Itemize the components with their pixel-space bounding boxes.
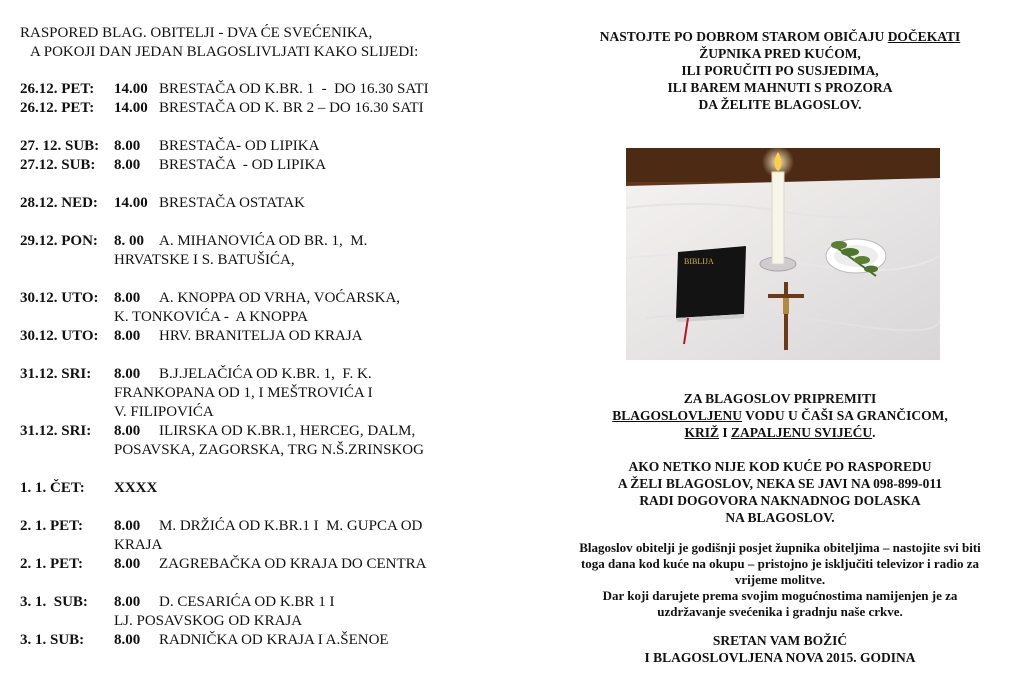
schedule-list	[20, 80, 520, 650]
prep-line: I	[718, 425, 731, 440]
schedule-date: 28.12. NED:	[20, 195, 98, 211]
schedule-date: 2. 1. PET:	[20, 556, 84, 572]
welcome-line: ŽUPNIKA PRED KUĆOM,	[699, 46, 861, 61]
schedule-streets-continued: V. FILIPOVIĆA	[114, 404, 214, 420]
schedule-streets-continued: K. TONKOVIĆA - A KNOPPA	[114, 309, 308, 325]
welcome-line: NASTOJTE PO DOBROM STAROM OBIČAJU	[599, 29, 888, 44]
intro-line: RASPORED BLAG. OBITELJI - DVA ĆE SVEĆENIKA,	[20, 25, 373, 41]
schedule-streets-continued: LJ. POSAVSKOG OD KRAJA	[114, 613, 303, 629]
schedule-streets: B.J.JELAČIĆA OD K.BR. 1, F. K.	[159, 366, 372, 382]
schedule-time: 8.00	[114, 366, 141, 382]
schedule-row	[20, 156, 520, 175]
schedule-time: 14.00	[114, 100, 148, 116]
schedule-intro	[20, 24, 520, 62]
schedule-date: 29.12. PON:	[20, 233, 98, 249]
schedule-streets: HRV. BRANITELJA OD KRAJA	[159, 328, 363, 344]
info-line: uzdržavanje svećenika i gradnju naše crkve.	[657, 604, 903, 619]
schedule-streets: BRESTAČA OSTATAK	[159, 195, 306, 211]
welcome-note	[560, 28, 1000, 113]
info-line: Dar koji darujete prema svojim mogućnostima namijenjen je za	[602, 588, 958, 603]
schedule-row	[20, 99, 520, 118]
schedule-row	[20, 194, 520, 213]
schedule-streets: D. CESARIĆA OD K.BR 1 I	[159, 594, 335, 610]
schedule-date: 3. 1. SUB:	[20, 594, 88, 610]
greeting-line: I BLAGOSLOVLJENA NOVA 2015. GODINA	[644, 650, 916, 665]
welcome-line: ILI PORUČITI PO SUSJEDIMA,	[681, 63, 879, 78]
info-line: vrijeme molitve.	[734, 572, 826, 587]
welcome-line: DA ŽELITE BLAGOSLOV.	[698, 97, 862, 112]
absent-line: A ŽELI BLAGOSLOV, NEKA SE JAVI NA 098-899-011	[617, 476, 943, 491]
schedule-streets	[159, 479, 520, 498]
schedule-row	[20, 517, 520, 536]
schedule-time: 8.00	[114, 556, 141, 572]
welcome-underlined: DOČEKATI	[887, 29, 961, 44]
schedule-streets-continued: POSAVSKA, ZAGORSKA, TRG N.Š.ZRINSKOG	[114, 442, 424, 458]
schedule-date: 27.12. SUB:	[20, 157, 96, 173]
schedule-streets: M. DRŽIĆA OD K.BR.1 I M. GUPCA OD	[159, 518, 423, 534]
schedule-row	[20, 365, 520, 384]
schedule-row	[20, 137, 520, 156]
schedule-time: 8.00	[114, 423, 141, 439]
prep-underlined: BLAGOSLOVLJENU	[612, 408, 743, 423]
schedule-streets: ZAGREBAČKA OD KRAJA DO CENTRA	[159, 556, 427, 572]
schedule-row	[20, 327, 520, 346]
schedule-row	[20, 289, 520, 308]
instructions	[560, 390, 1000, 666]
schedule-streets: RADNIČKA OD KRAJA I A.ŠENOE	[159, 632, 389, 648]
schedule-row	[20, 593, 520, 612]
schedule-streets-continued: FRANKOPANA OD 1, I MEŠTROVIĆA I	[114, 385, 373, 401]
schedule-date: 2. 1. PET:	[20, 518, 84, 534]
schedule-date: 31.12. SRI:	[20, 366, 92, 382]
schedule-streets: BRESTAČA OD K.BR. 1 - DO 16.30 SATI	[159, 81, 429, 97]
info-line: toga dana kod kuće na okupu – pristojno je isključiti televizor i radio za	[580, 556, 980, 571]
schedule-date: 30.12. UTO:	[20, 328, 99, 344]
blessing-table-photo	[626, 148, 940, 360]
schedule-time: 8.00	[114, 138, 141, 154]
schedule-row	[20, 479, 520, 498]
absent-line: RADI DOGOVORA NAKNADNOG DOLASKA	[639, 493, 921, 508]
schedule-column	[20, 24, 520, 650]
absent-line: AKO NETKO NIJE KOD KUĆE PO RASPOREDU	[628, 459, 932, 474]
prep-line: VODU U ČAŠI SA GRANČICOM,	[742, 408, 948, 423]
schedule-row	[20, 80, 520, 99]
schedule-time: XXXX	[114, 480, 158, 496]
schedule-date: 3. 1. SUB:	[20, 632, 85, 648]
prep-underlined: KRIŽ	[684, 425, 719, 440]
schedule-date: 31.12. SRI:	[20, 423, 92, 439]
absent-line: NA BLAGOSLOV.	[725, 510, 835, 525]
schedule-date: 1. 1. ČET:	[20, 480, 85, 496]
schedule-row	[20, 232, 520, 251]
info-line: Blagoslov obitelji je godišnji posjet župnika obiteljima – nastojite svi biti	[579, 540, 981, 555]
schedule-time: 14.00	[114, 81, 148, 97]
schedule-streets-continued: KRAJA	[114, 537, 163, 553]
schedule-row	[20, 422, 520, 441]
schedule-date: 30.12. UTO:	[20, 290, 99, 306]
schedule-time: 8.00	[114, 328, 141, 344]
schedule-time: 8. 00	[114, 233, 144, 249]
prep-line: .	[872, 425, 876, 440]
welcome-line: ILI BAREM MAHNUTI S PROZORA	[667, 80, 893, 95]
schedule-date: 26.12. PET:	[20, 81, 95, 97]
prep-line: ZA BLAGOSLOV PRIPREMITI	[683, 391, 877, 406]
schedule-time: 8.00	[114, 290, 141, 306]
schedule-row	[20, 631, 520, 650]
schedule-time: 8.00	[114, 594, 141, 610]
schedule-time: 8.00	[114, 632, 141, 648]
schedule-time: 8.00	[114, 518, 141, 534]
schedule-time: 8.00	[114, 157, 141, 173]
schedule-date: 27. 12. SUB:	[20, 138, 100, 154]
schedule-streets: BRESTAČA - OD LIPIKA	[159, 157, 327, 173]
schedule-streets: A. KNOPPA OD VRHA, VOĆARSKA,	[159, 290, 401, 306]
intro-line: A POKOJI DAN JEDAN BLAGOSLIVLJATI KAKO SLIJEDI:	[30, 44, 419, 60]
prep-underlined: ZAPALJENU SVIJEĆU	[731, 425, 873, 440]
schedule-date: 26.12. PET:	[20, 100, 95, 116]
blessing-table-illustration	[626, 148, 940, 360]
schedule-time: 14.00	[114, 195, 148, 211]
bible-label: BIBLIJA	[684, 257, 714, 266]
schedule-streets: BRESTAČA- OD LIPIKA	[159, 138, 320, 154]
schedule-streets: ILIRSKA OD K.BR.1, HERCEG, DALM,	[159, 423, 416, 439]
schedule-row	[20, 555, 520, 574]
schedule-streets: BRESTAČA OD K. BR 2 – DO 16.30 SATI	[159, 100, 424, 116]
schedule-streets: A. MIHANOVIĆA OD BR. 1, M.	[159, 233, 368, 249]
greeting-line: SRETAN VAM BOŽIĆ	[712, 633, 848, 648]
schedule-streets-continued: HRVATSKE I S. BATUŠIĆA,	[114, 252, 295, 268]
